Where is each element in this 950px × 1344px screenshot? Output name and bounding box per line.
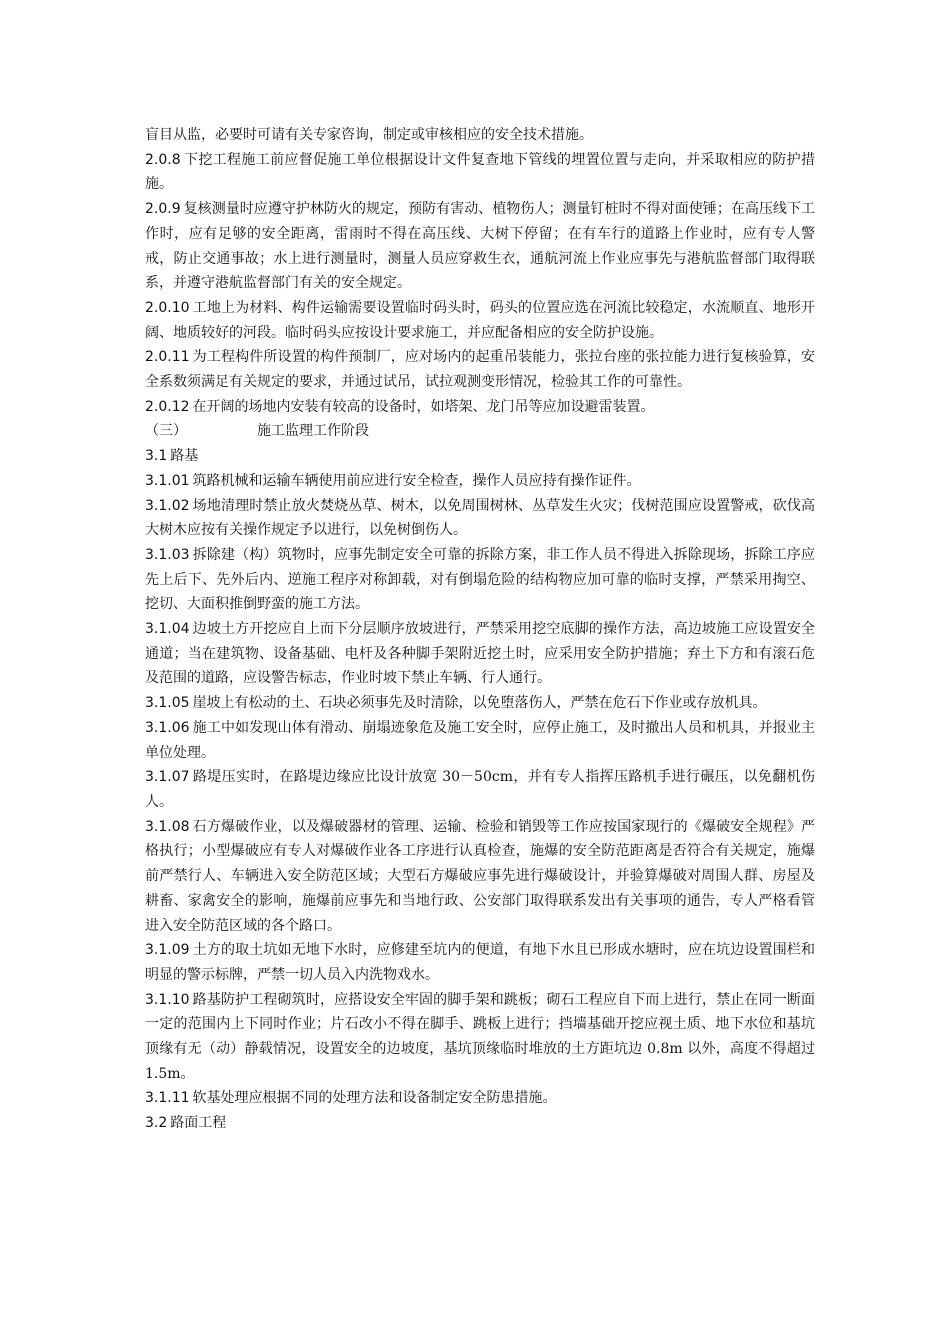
clause-number: 3.1.05 [145,695,190,712]
document-page [145,123,815,1136]
section-title: 路面工程 [170,1115,227,1132]
clause-text: 边坡土方开挖应自上而下分层顺序放坡进行，严禁采用挖空底脚的操作方法，高边坡施工应设置安全通道；当在建筑物、设备基础、电杆及各种脚手架附近挖土时，应采用安全防护措施；弃土下方和有滚石危及范围的道路，应设警告标志，作业时坡下禁止车辆、行人通行。 [145,621,815,687]
clause-number: 3.1.01 [145,472,190,489]
clause-text: 路堤压实时，在路堤边缘应比设计放宽 30－50cm，并有专人指挥压路机手进行碾压，以免翻机伤人。 [145,769,815,810]
clause-3-1-09 [145,938,815,987]
clause-number: 2.0.12 [145,398,190,415]
paragraph-text: 盲目从监，必要时可请有关专家咨询，制定或审核相应的安全技术措施。 [145,127,593,143]
section-number: 3.1 [145,448,168,465]
clause-text: 软基处理应根据不同的处理方法和设备制定安全防患措施。 [192,1090,557,1107]
clause-text: 筑路机械和运输车辆使用前应进行安全检查，操作人员应持有操作证件。 [192,472,641,489]
clause-2-0-8 [145,148,815,197]
clause-3-1-11 [145,1086,815,1111]
clause-text: 工地上为材料、构件运输需要设置临时码头时，码头的位置应选在河流比较稳定，水流顺直、地形开阔、地质较好的河段。临时码头应按设计要求施工，并应配备相应的安全防护设施。 [145,299,815,341]
clause-text: 石方爆破作业，以及爆破器材的管理、运输、检验和销毁等工作应按国家现行的《爆破安全规程》严格执行；小型爆破应有专人对爆破作业各工序进行认真检查，施爆的安全防范距离是否符合有关规定，施爆前严禁行人、车辆进入安全防范区域；大型石方爆破应事先进行爆破设计，并验算爆破对周围人群、房屋及耕畜、家禽安全的影响，施爆前应事先和当地行政、公安部门取得联系发出有关事项的通告，专人严格看管进入安全防范区域的各个路口。 [145,818,815,934]
clause-number: 2.0.10 [145,299,190,316]
clause-number: 3.1.04 [145,621,190,638]
stage-heading [145,419,815,444]
clause-number: 3.1.08 [145,818,190,835]
section-heading-3-1 [145,444,815,469]
clause-number: 3.1.11 [145,1090,190,1107]
clause-text: 场地清理时禁止放火焚烧丛草、树木，以免周围树林、丛草发生火灾；伐树范围应设置警戒，砍伐高大树木应按有关操作规定予以进行，以免树倒伤人。 [145,497,815,539]
clause-3-1-10 [145,988,815,1087]
clause-number: 3.1.02 [145,497,190,514]
clause-text: 在开阔的场地内安装有较高的设备时，如塔架、龙门吊等应加设避雷装置。 [192,398,655,415]
clause-2-0-9 [145,197,815,296]
clause-3-1-08 [145,815,815,939]
clause-text: 崖坡上有松动的土、石块必须事先及时清除，以免堕落伤人，严禁在危石下作业或存放机具。 [192,695,767,712]
clause-2-0-10 [145,296,815,345]
stage-title: 施工监理工作阶段 [257,423,369,440]
clause-text: 为工程构件所设置的构件预制厂，应对场内的起重吊装能力，张拉台座的张拉能力进行复核验算，安全系数须满足有关规定的要求，并通过试吊，试拉观测变形情况，检验其工作的可靠性。 [145,349,815,391]
clause-text: 拆除建（构）筑物时，应事先制定安全可靠的拆除方案，非工作人员不得进入拆除现场，拆除工序应先上后下、先外后内、逆施工程序对称卸载，对有倒塌危险的结构物应加可靠的临时支撑，严禁采用掏空、挖切、大面积推倒野蛮的施工方法。 [145,546,815,613]
clause-2-0-11 [145,345,815,394]
clause-3-1-03 [145,543,815,617]
clause-3-1-06 [145,716,815,765]
paragraph-intro [145,123,815,148]
clause-number: 3.1.07 [145,769,190,786]
clause-text: 施工中如发现山体有滑动、崩塌迹象危及施工安全时，应停止施工，及时撤出人员和机具，并报业主单位处理。 [145,719,815,761]
clause-number: 3.1.06 [145,719,190,736]
clause-3-1-05 [145,691,815,716]
clause-text: 路基防护工程砌筑时，应搭设安全牢固的脚手架和跳板；砌石工程应自下而上进行，禁止在同一断面一定的范围内上下同时作业；片石改小不得在脚手、跳板上进行；挡墙基础开挖应视土质、地下水位和基坑顶缘有无（动）静载情况，设置安全的边坡度，基坑顶缘临时堆放的土方距坑边 0.8m 以外，高度不得超过 1.5m。 [145,991,815,1082]
section-number: 3.2 [145,1115,168,1132]
section-title: 路基 [170,448,199,465]
clause-text: 下挖工程施工前应督促施工单位根据设计文件复查地下管线的埋置位置与走向，并采取相应的防护措施。 [145,151,815,193]
clause-number: 3.1.03 [145,546,190,563]
clause-number: 3.1.09 [145,942,190,959]
section-heading-3-2 [145,1111,815,1136]
clause-number: 2.0.11 [145,349,190,366]
clause-3-1-02 [145,494,815,543]
clause-number: 3.1.10 [145,991,190,1008]
clause-3-1-07 [145,765,815,814]
clause-2-0-12 [145,395,815,420]
clause-text: 复核测量时应遵守护林防火的规定，预防有害动、植物伤人；测量钉桩时不得对面使锤；在高压线下工作时，应有足够的安全距离，雷雨时不得在高压线、大树下停留；在有车行的道路上作业时，应有专人警戒，防止交通事故；水上进行测量时，测量人员应穿救生衣，通航河流上作业应事先与港航监督部门取得联系，并遵守港航监督部门有关的安全规定。 [145,201,815,292]
clause-number: 2.0.9 [145,201,181,218]
clause-number: 2.0.8 [145,151,181,168]
stage-tag: （三） [145,423,187,440]
clause-3-1-01 [145,469,815,494]
clause-text: 土方的取土坑如无地下水时，应修建至坑内的便道，有地下水且已形成水塘时，应在坑边设置围栏和明显的警示标牌，严禁一切人员入内洗物戏水。 [145,942,815,983]
clause-3-1-04 [145,617,815,691]
